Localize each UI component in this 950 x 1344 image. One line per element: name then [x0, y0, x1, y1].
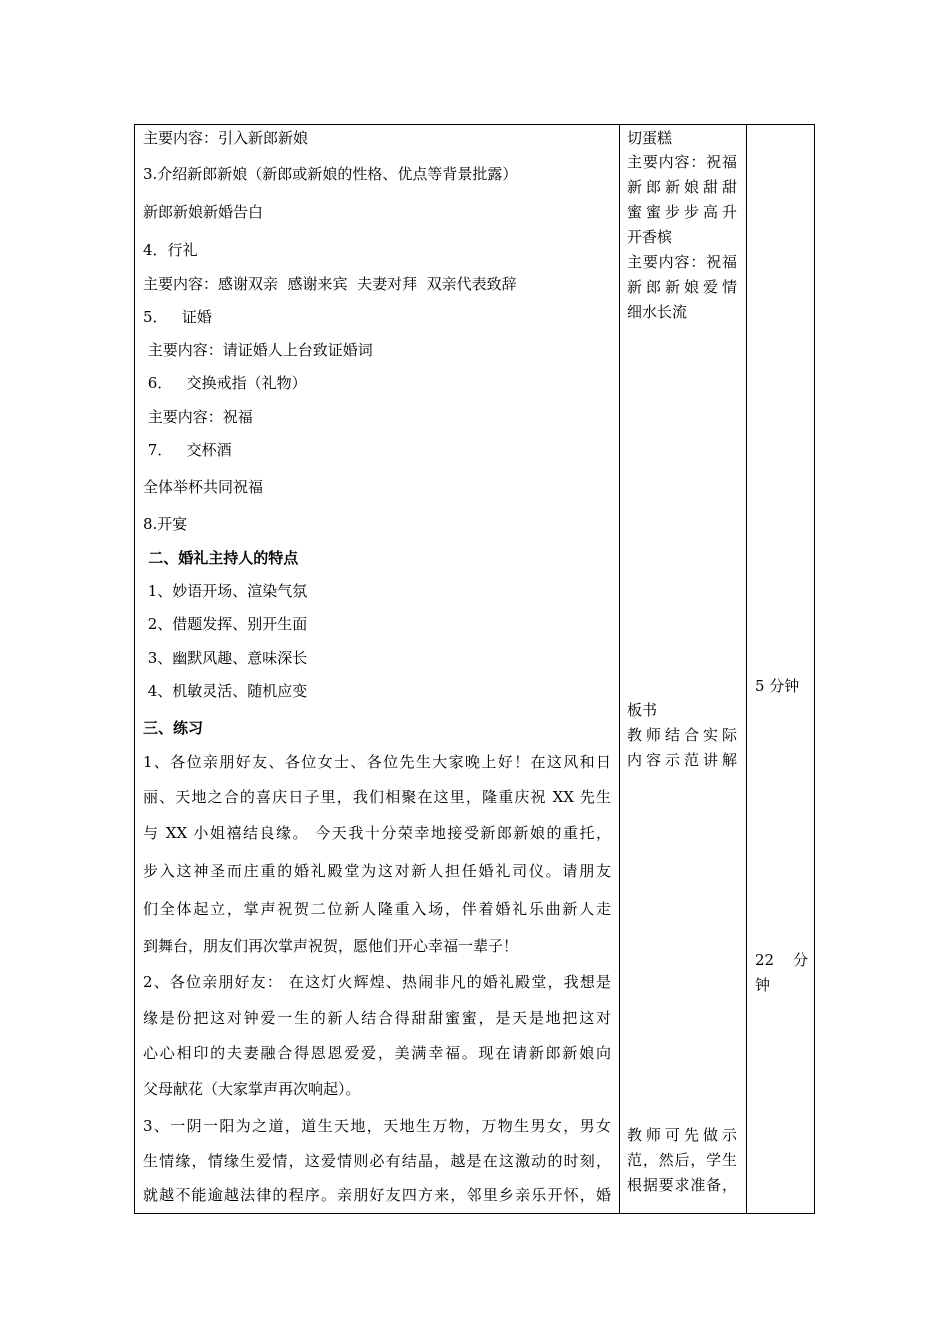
- text-line: 6． 交换戒指（礼物）: [143, 374, 307, 392]
- paragraph-line: 丽、天地之合的喜庆日子里，我们相聚在这里，隆重庆祝 XX 先生: [143, 788, 611, 806]
- method-line: 板书: [627, 701, 658, 719]
- method-line: 教师可先做示: [627, 1126, 737, 1144]
- method-line: 新郎新娘爱情: [627, 278, 737, 296]
- text-line: 主要内容：祝福: [143, 408, 253, 426]
- paragraph-line: 3、一阴一阳为之道，道生天地，天地生万物，万物生男女，男女: [143, 1117, 611, 1135]
- column-divider: [746, 125, 747, 1213]
- paragraph-line: 们全体起立，掌声祝贺二位新人隆重入场，伴着婚礼乐曲新人走: [143, 900, 611, 918]
- column-divider: [619, 125, 620, 1213]
- method-line: 根据要求准备，: [627, 1176, 737, 1194]
- text-line: 2、借题发挥、别开生面: [143, 615, 308, 633]
- method-line: 细水长流: [627, 303, 688, 321]
- method-line: 新郎新娘甜甜: [627, 178, 737, 196]
- method-line: 内容示范讲解: [627, 751, 737, 769]
- method-line: 蜜蜜步步高升: [627, 203, 737, 221]
- text-line: 8.开宴: [143, 515, 188, 533]
- method-line: 范，然后，学生: [627, 1151, 737, 1169]
- time-label: 22 分: [755, 951, 809, 969]
- text-line: 4．行礼: [143, 241, 198, 259]
- paragraph-line: 心心相印的夫妻融合得恩恩爱爱，美满幸福。现在请新郎新娘向: [143, 1044, 611, 1062]
- section-heading: 二、婚礼主持人的特点: [143, 549, 299, 567]
- method-line: 教师结合实际: [627, 726, 737, 744]
- text-line: 主要内容：引入新郎新娘: [143, 129, 309, 147]
- method-line: 主要内容：祝福: [627, 153, 737, 171]
- time-label: 5 分钟: [755, 677, 800, 695]
- text-line: 主要内容：感谢双亲 感谢来宾 夫妻对拜 双亲代表致辞: [143, 275, 517, 293]
- text-line: 4、机敏灵活、随机应变: [143, 682, 308, 700]
- paragraph-line: 2、各位亲朋好友： 在这灯火辉煌、热闹非凡的婚礼殿堂，我想是: [143, 973, 611, 991]
- text-line: 7． 交杯酒: [143, 441, 232, 459]
- paragraph-line: 缘是份把这对钟爱一生的新人结合得甜甜蜜蜜，是天是地把这对: [143, 1009, 611, 1027]
- text-line: 3.介绍新郎新娘（新郎或新娘的性格、优点等背景批露）: [143, 165, 518, 183]
- method-line: 主要内容：祝福: [627, 253, 737, 271]
- paragraph-line: 父母献花（大家掌声再次响起）。: [143, 1080, 361, 1098]
- paragraph-line: 到舞台，朋友们再次掌声祝贺，愿他们开心幸福一辈子！: [143, 937, 519, 955]
- paragraph-line: 就越不能逾越法律的程序。亲朋好友四方来，邻里乡亲乐开怀，婚: [143, 1186, 611, 1204]
- text-line: 主要内容：请证婚人上台致证婚词: [143, 341, 373, 359]
- paragraph-line: 生情缘，情缘生爱情，这爱情则必有结晶，越是在这激动的时刻，: [143, 1152, 611, 1170]
- paragraph-line: 与 XX 小姐禧结良缘。 今天我十分荣幸地接受新郎新娘的重托，: [143, 824, 611, 842]
- text-line: 全体举杯共同祝福: [143, 478, 264, 496]
- text-line: 5． 证婚: [143, 308, 212, 326]
- text-line: 3、幽默风趣、意味深长: [143, 649, 308, 667]
- paragraph-line: 1、各位亲朋好友、各位女士、各位先生大家晚上好！在这风和日: [143, 753, 611, 771]
- text-line: 1、妙语开场、渲染气氛: [143, 582, 308, 600]
- paragraph-line: 步入这神圣而庄重的婚礼殿堂为这对新人担任婚礼司仪。请朋友: [143, 862, 611, 880]
- method-line: 切蛋糕: [627, 129, 673, 147]
- time-label: 钟: [755, 976, 771, 994]
- method-line: 开香槟: [627, 228, 673, 246]
- section-heading: 三、练习: [143, 719, 204, 737]
- text-line: 新郎新娘新婚告白: [143, 203, 264, 221]
